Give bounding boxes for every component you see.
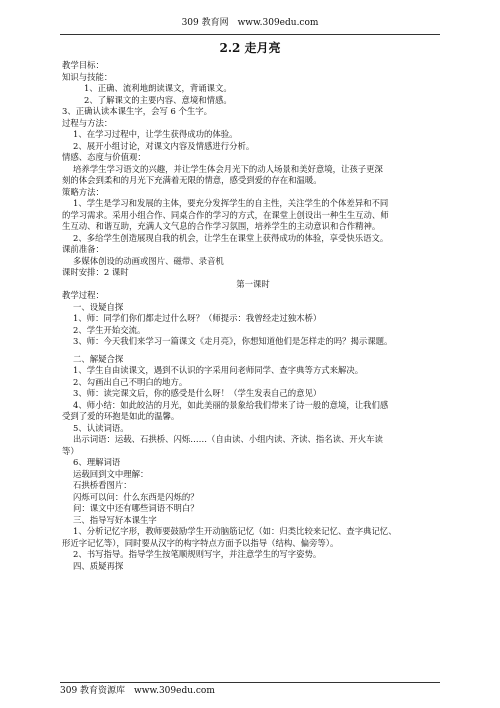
text-line: 教学目标： — [62, 60, 104, 70]
text-line: 1、正确、流利地朗读课文，背诵课文。 — [84, 83, 232, 93]
text-line: 2、展开小组讨论，对课文内容及情感进行分析。 — [73, 140, 255, 151]
text-line: 2、了解课文的主要内容、意境和情感。 — [84, 94, 232, 105]
text-line: 的学习需求。采用小组合作、同桌合作的学习的方式，在课堂上创设出一种生生互动、师 — [62, 209, 389, 220]
text-line: 三、指导写好本课生字 — [73, 514, 157, 525]
text-line: 形近字记忆等），同时要从汉字的构字特点方面予以指导（结构、偏旁等）。 — [62, 537, 339, 548]
text-line: 3、师：读完课文后，你的感受是什么呀！（学生发表自己的意见） — [73, 388, 322, 398]
text-line: 情感、态度与价值观： — [62, 152, 146, 162]
text-line: 1、学生是学习和发展的主体，要充分发挥学生的自主性，关注学生的个体差异和不同 — [73, 198, 389, 208]
text-line: 石拱桥看图片： — [73, 480, 132, 490]
text-line: 策略方法： — [62, 186, 104, 197]
page-title: 2.2 走月亮 — [219, 41, 281, 55]
text-line: 多媒体创设的动画或图片、磁带、录音机 — [73, 255, 224, 266]
text-line: 二、解疑合探 — [73, 353, 124, 364]
text-line: 运载回到文中理解： — [73, 468, 149, 479]
text-line: 2、勾画出自己不明白的地方。 — [73, 376, 188, 387]
text-line: 1、在学习过程中，让学生获得成功的体验。 — [73, 129, 238, 139]
text-line: 出示词语：运载、石拱桥、闪烁……（自由读、小组内读、齐读、指名读、开火车读 — [73, 434, 383, 444]
page-footer: 309 教育资源库 www.309edu.com — [60, 682, 440, 699]
text-line: 第一课时 — [236, 278, 270, 289]
text-line: 1、学生自由读课文，遇到不认识的字采用问老师同学、查字典等方式来解决。 — [73, 365, 364, 375]
text-line: 一、设疑自探 — [73, 301, 124, 312]
text-line: 生互动、和谐互助，充满人文气息的合作学习氛围，培养学生的主动意识和合作精神。 — [62, 221, 381, 231]
text-line: 5、认读词语。 — [73, 422, 129, 433]
text-line: 受到了爱的环抱是如此的温馨。 — [62, 411, 180, 421]
text-line: 课时安排：2 课时 — [62, 267, 129, 277]
page-header: 309 教育网 www.309edu.com — [60, 14, 440, 35]
text-line: 6、理解词语 — [73, 457, 121, 467]
document-body — [62, 60, 444, 572]
text-line: 等） — [62, 445, 79, 456]
text-line: 4、师小结：如此皎洁的月光，如此美丽的景象给我们带来了诗一般的意境，让我们感 — [73, 399, 389, 410]
text-line: 四、质疑再探 — [73, 560, 124, 571]
text-line: 课前准备： — [62, 244, 104, 254]
text-line: 2、多给学生创造展现自我的机会，让学生在课堂上获得成功的体验，享受快乐语文。 — [73, 232, 389, 243]
text-line: 3、师：今天我们来学习一篇课文《走月亮》，你想知道他们是怎样走的吗？揭示课题。 — [73, 336, 393, 346]
text-line: 2、书写指导。指导学生按笔顺规则写字，并注意学生的写字姿势。 — [73, 549, 322, 559]
text-line: 1、分析记忆字形，教师要鼓励学生开动脑筋记忆（如：归类比较来记忆、查字典记忆、 — [73, 526, 397, 536]
text-line: 闪烁可以问：什么东西是闪烁的？ — [73, 491, 199, 502]
text-line: 教学过程： — [62, 290, 104, 300]
text-line: 培养学生学习语文的兴趣，并让学生体会月光下的动人场景和美好意境，让孩子更深 — [73, 163, 383, 174]
text-line: 过程与方法： — [62, 117, 113, 128]
text-line: 1、师：同学们你们都走过什么呀？（师提示：我曾经走过独木桥） — [73, 313, 322, 323]
text-line: 知识与技能： — [62, 71, 113, 82]
text-line: 问：课文中还有哪些词语不明白？ — [73, 503, 199, 513]
text-line: 2、学生开始交流。 — [73, 324, 146, 335]
text-line: 3、正确认读本课生字，会写 6 个生字。 — [62, 106, 212, 116]
text-line: 刻的体会到柔和的月光下充满着无限的情意，感受到爱的存在和温暖。 — [62, 175, 322, 185]
